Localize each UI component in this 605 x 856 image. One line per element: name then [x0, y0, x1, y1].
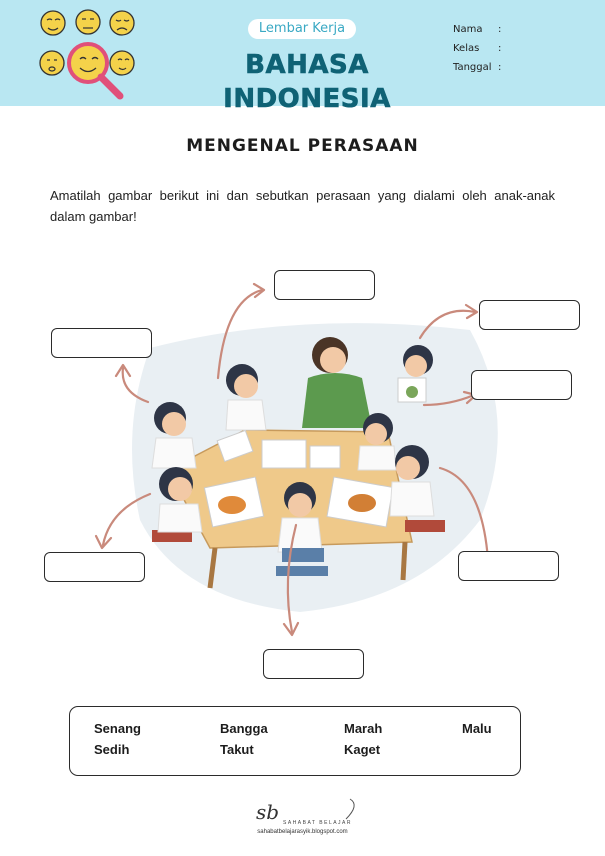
subject-title: BAHASA INDONESIA: [223, 50, 391, 114]
word-bank-item: Marah: [344, 721, 383, 736]
field-colon: :: [498, 24, 502, 35]
word-bank-item: Bangga: [220, 721, 268, 736]
logo-letters: sb: [256, 800, 280, 824]
field-label: Nama: [453, 24, 483, 35]
worksheet-title: MENGENAL PERASAAN: [186, 136, 419, 156]
answer-box-left-lower[interactable]: [44, 552, 145, 582]
answer-box-right-lower[interactable]: [458, 551, 559, 581]
word-bank-item: Kaget: [344, 742, 381, 757]
worksheet-tag: Lembar Kerja: [248, 19, 356, 39]
footer-brand: SAHABAT BELAJAR: [283, 820, 352, 826]
word-bank-box: [69, 706, 521, 776]
word-bank-item: Takut: [220, 742, 254, 757]
field-label: Kelas: [453, 43, 480, 54]
answer-box-bottom-center[interactable]: [263, 649, 364, 679]
word-bank-item: Sedih: [94, 742, 130, 757]
answer-box-right-upper[interactable]: [471, 370, 572, 400]
answer-box-left-upper[interactable]: [51, 328, 152, 358]
field-colon: :: [498, 43, 502, 54]
children-drawing-at-table-illustration: [132, 323, 498, 612]
answer-box-top-right[interactable]: [479, 300, 580, 330]
word-bank-item: Malu: [462, 721, 492, 736]
feather-icon: [346, 799, 354, 819]
field-label: Tanggal: [453, 62, 492, 73]
footer-url[interactable]: sahabatbelajarasyik.blogspot.com: [257, 829, 348, 835]
instruction-text: Amatilah gambar berikut ini dan sebutkan perasaan yang dialami oleh anak-anak dalam gambar!: [50, 188, 555, 224]
word-bank-item: Senang: [94, 721, 141, 736]
field-colon: :: [498, 62, 502, 73]
answer-box-top-center[interactable]: [274, 270, 375, 300]
